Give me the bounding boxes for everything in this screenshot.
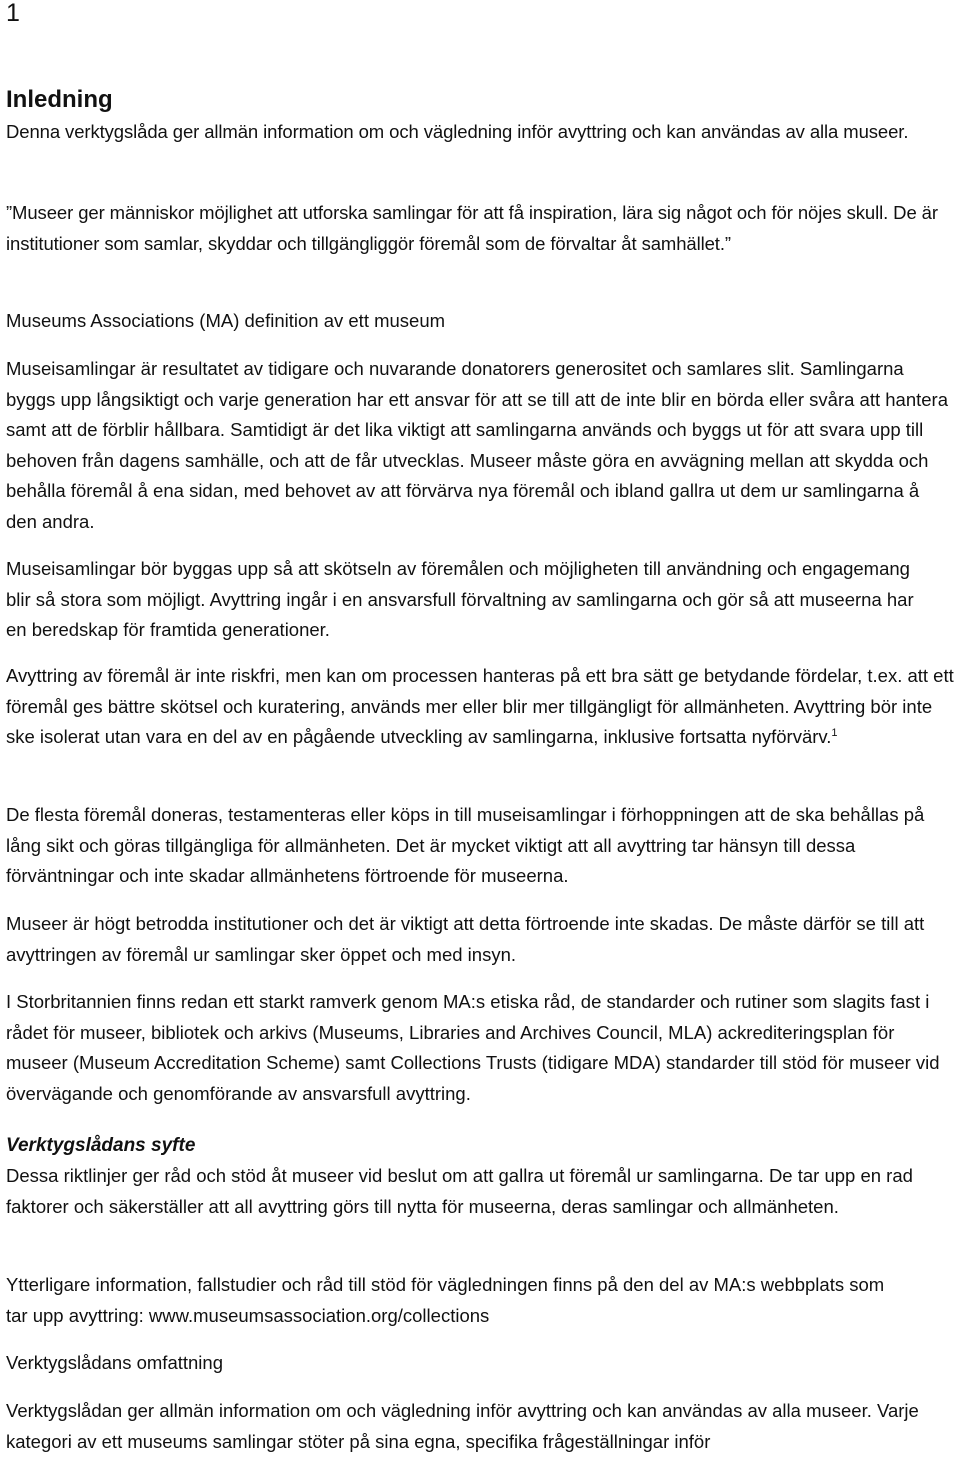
- paragraph-trust: Museer är högt betrodda institutioner och det är viktigt att detta förtroende inte skadas. De måste därför se till att avyttringen av föremål ur samlingar sker öppet och med insyn.: [6, 913, 925, 965]
- quote-source: Museums Associations (MA) definition av ett museum: [6, 310, 446, 331]
- paragraph-uk-framework: I Storbritannien finns redan ett starkt ramverk genom MA:s etiska råd, de standarder och rutiner som slagits fast i rådet för museer, bibliotek och arkivs (Museums, Libraries and Archives Council, MLA) ackrediteringsplan för museer (Museum Accreditation Scheme) samt Collections Trusts (tidigare MDA) standarder till stöd för museer vid övervägande och genomförande av ansvarsfull avyttring.: [6, 991, 940, 1104]
- heading-purpose: Verktygslådans syfte: [6, 1135, 196, 1156]
- page-number: 1: [6, 0, 20, 27]
- intro-paragraph: Denna verktygslåda ger allmän information om och vägledning inför avyttring och kan användas av alla museer.: [6, 121, 909, 142]
- quote-paragraph: ”Museer ger människor möjlighet att utforska samlingar för att få inspiration, lära sig något och för nöjes skull. De är institutioner som samlar, skyddar och tillgängliggör föremål som de förvaltar åt samhället.”: [6, 202, 938, 254]
- heading-scope: Verktygslådans omfattning: [6, 1352, 223, 1373]
- paragraph-risk: [6, 661, 954, 753]
- paragraph-building: Museisamlingar bör byggas upp så att skötseln av föremålen och möjligheten till användning och engagemang blir så stora som möjligt. Avyttring ingår i en ansvarsfull förvaltning av samlingarna och gör så att museerna har en beredskap för framtida generationer.: [6, 558, 914, 640]
- heading-inledning: Inledning: [6, 86, 113, 113]
- footnote-reference: 1: [831, 726, 838, 739]
- paragraph-collections: Museisamlingar är resultatet av tidigare och nuvarande donatorers generositet och samlares slit. Samlingarna byggs upp långsiktigt och varje generation har ett ansvar för att se till att de inte blir en börda eller svåra att hantera samt att de förblir hållbara. Samtidigt är det lika viktigt att samlingarna används och byggs ut för att svara upp till behoven från dagens samhälle, och att de får utvecklas. Museer måste göra en avvägning mellan att skydda och behålla föremål å ena sidan, med behovet av att förvärva nya föremål och ibland gallra ut dem ur samlingarna å den andra.: [6, 358, 948, 532]
- paragraph-donations: De flesta föremål doneras, testamenteras eller köps in till museisamlingar i förhoppningen att de ska behållas på lång sikt och göras tillgängliga för allmänheten. Det är mycket viktigt att all avyttring tar hänsyn till dessa förväntningar och inte skadar allmänhetens förtroende för museerna.: [6, 804, 925, 886]
- scope-paragraph: Verktygslådan ger allmän information om och vägledning inför avyttring och kan användas av alla museer. Varje kategori av ett museums samlingar stöter på sina egna, specifika frågeställningar inför: [6, 1400, 919, 1452]
- paragraph-risk-text: Avyttring av föremål är inte riskfri, men kan om processen hanteras på ett bra sätt ge betydande fördelar, t.ex. att ett föremål ges bättre skötsel och kuratering, används mer eller blir mer tillgängligt för allmänheten. Avyttring bör inte ske isolerat utan vara en del av en pågående utveckling av samlingarna, inklusive fortsatta nyförvärv.: [6, 665, 954, 747]
- more-info-paragraph: Ytterligare information, fallstudier och råd till stöd för vägledningen finns på den del av MA:s webbplats som tar upp avyttring: www.museumsassociation.org/collections: [6, 1274, 885, 1326]
- purpose-paragraph: Dessa riktlinjer ger råd och stöd åt museer vid beslut om att gallra ut föremål ur samlingarna. De tar upp en rad faktorer och säkerställer att all avyttring görs till nytta för museerna, deras samlingar och allmänheten.: [6, 1165, 913, 1217]
